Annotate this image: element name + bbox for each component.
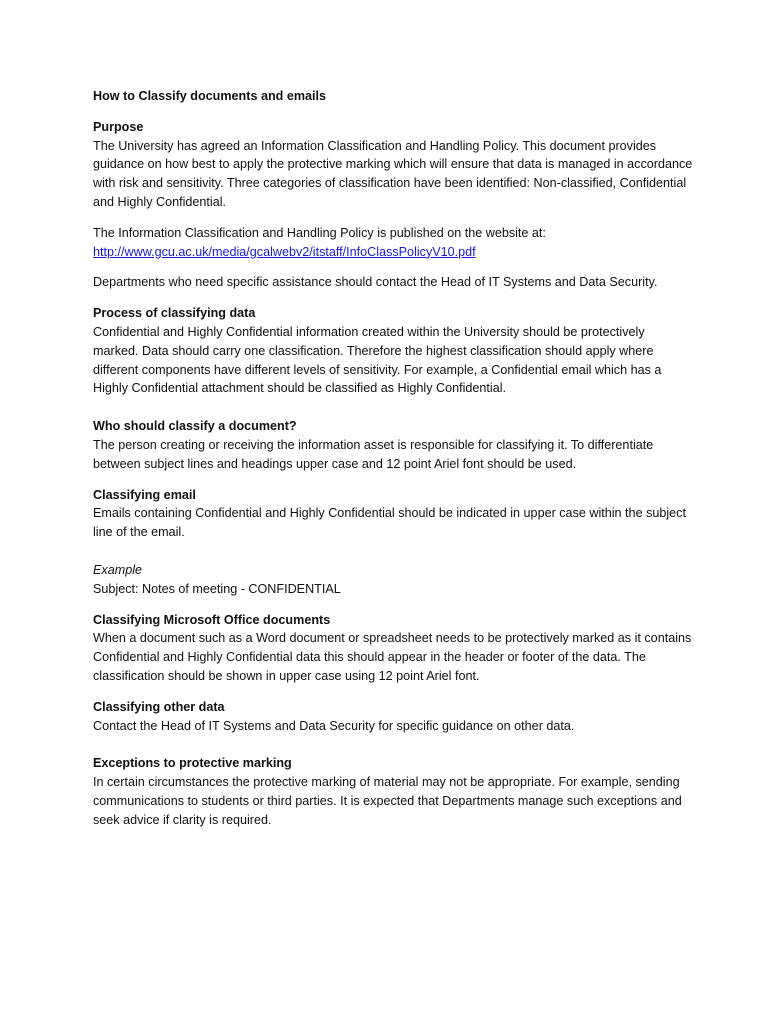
other-body: Contact the Head of IT Systems and Data Security for specific guidance on other data. <box>93 718 575 733</box>
example-body: Subject: Notes of meeting - CONFIDENTIAL <box>93 581 341 596</box>
section-exceptions <box>93 754 693 829</box>
who-heading: Who should classify a document? <box>93 419 297 434</box>
section-email <box>93 486 693 542</box>
process-heading: Process of classifying data <box>93 306 256 321</box>
assistance-body: Departments who need specific assistance should contact the Head of IT Systems and Data Security. <box>93 275 658 290</box>
section-example <box>93 561 693 599</box>
exceptions-body: In certain circumstances the protective marking of material may not be appropriate. For example, sending communications to students or third parties. It is expected that Departments manage such exceptions and seek advice if clarity is required. <box>93 775 682 827</box>
section-policy <box>93 224 693 262</box>
purpose-heading: Purpose <box>93 119 144 134</box>
email-heading: Classifying email <box>93 487 196 502</box>
section-other <box>93 698 693 736</box>
section-assistance <box>93 273 693 292</box>
section-purpose <box>93 118 693 212</box>
email-body: Emails containing Confidential and Highly Confidential should be indicated in upper case within the subject line of the email. <box>93 506 686 540</box>
purpose-body: The University has agreed an Information Classification and Handling Policy. This document provides guidance on how best to apply the protective marking which will ensure that data is managed in accordance with risk and sensitivity. Three categories of classification have been identified: Non-classified, Confidential and Highly Confidential. <box>93 138 693 209</box>
office-body: When a document such as a Word document or spreadsheet needs to be protectively marked as it contains Confidential and Highly Confidential data this should appear in the header or footer of the data. The classification should be shown in upper case using 12 point Ariel font. <box>93 631 692 683</box>
policy-body: The Information Classification and Handling Policy is published on the website at: <box>93 225 546 240</box>
section-process <box>93 304 693 398</box>
document-page <box>93 87 693 842</box>
example-label: Example <box>93 562 142 577</box>
policy-link[interactable]: http://www.gcu.ac.uk/media/gcalwebv2/itstaff/InfoClassPolicyV10.pdf <box>93 244 476 259</box>
document-title: How to Classify documents and emails <box>93 89 327 103</box>
section-who <box>93 417 693 473</box>
process-body: Confidential and Highly Confidential information created within the University should be protectively marked. Data should carry one classification. Therefore the highest classification should apply where different components have different levels of sensitivity. For example, a Confidential email which has a Highly Confidential attachment should be classified as Highly Confidential. <box>93 324 662 396</box>
section-office <box>93 611 693 686</box>
who-body: The person creating or receiving the information asset is responsible for classifying it. To differentiate between subject lines and headings upper case and 12 point Ariel font should be used. <box>93 437 654 471</box>
other-heading: Classifying other data <box>93 699 225 714</box>
office-heading: Classifying Microsoft Office documents <box>93 612 331 627</box>
exceptions-heading: Exceptions to protective marking <box>93 756 292 771</box>
